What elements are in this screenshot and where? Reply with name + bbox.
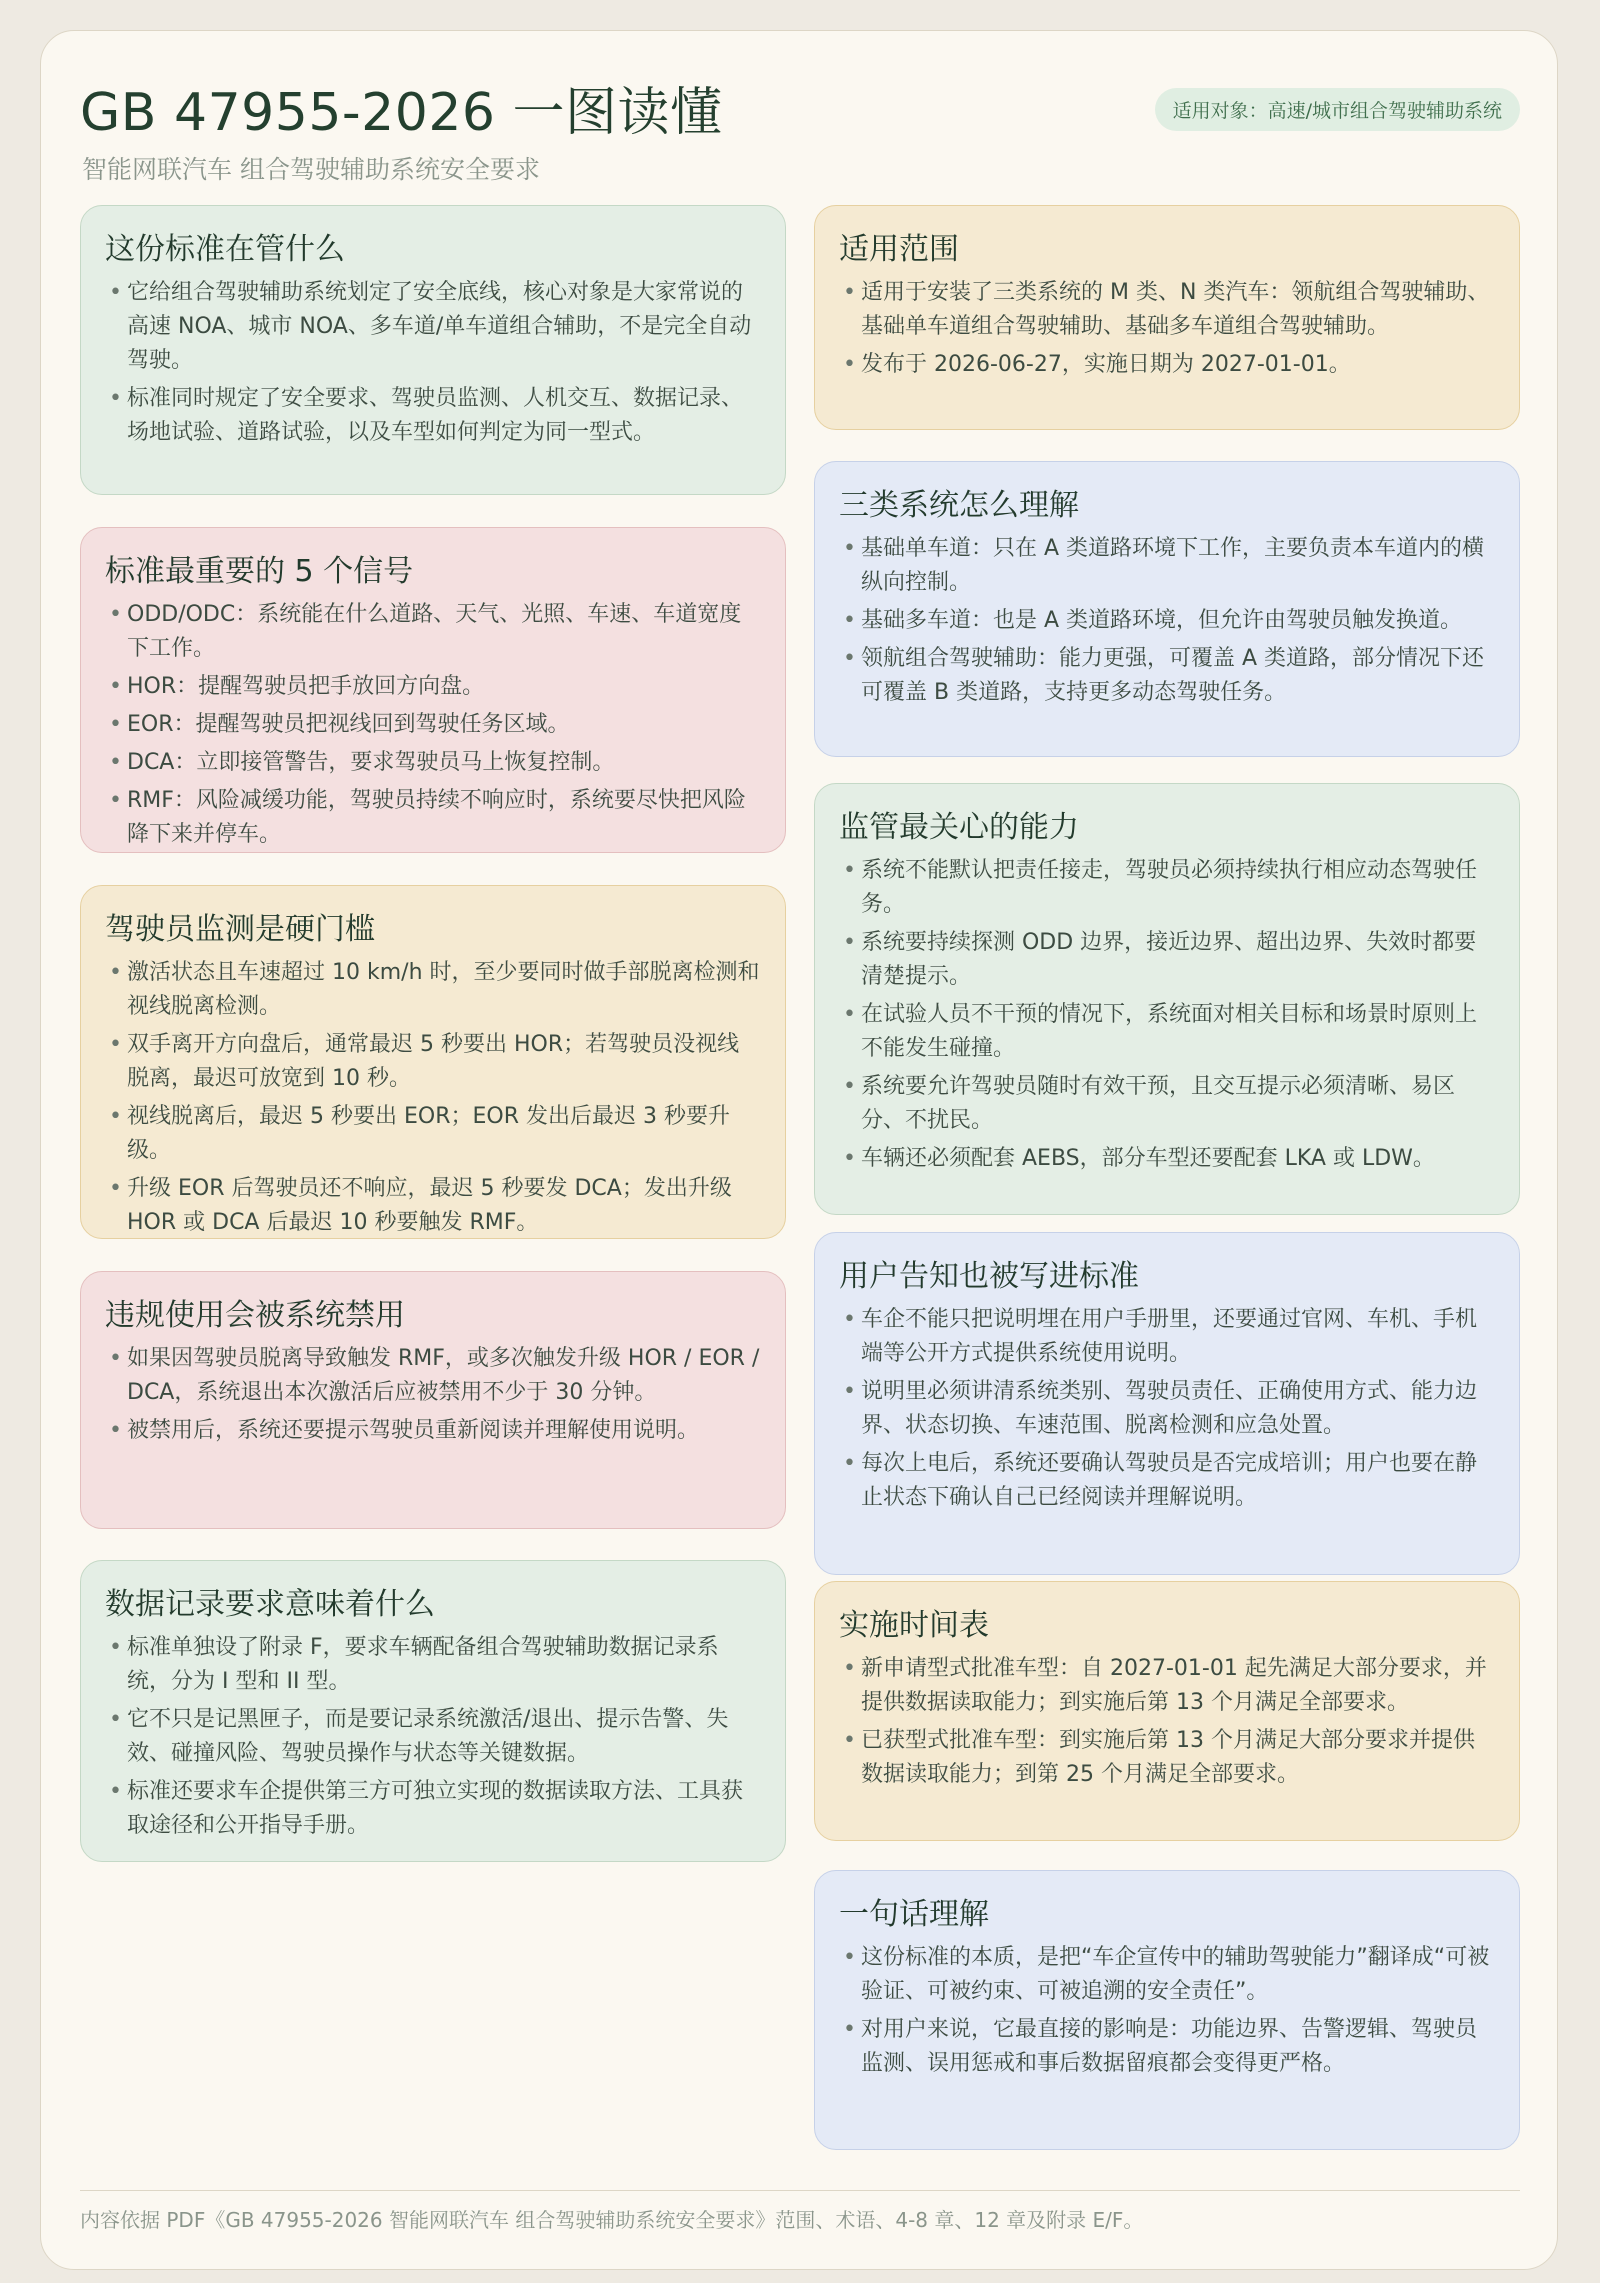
bullet-item: • 被禁用后，系统还要提示驾驶员重新阅读并理解使用说明。: [105, 1414, 761, 1448]
bullet-item: • RMF：风险减缓功能，驾驶员持续不响应时，系统要尽快把风险降下来并停车。: [105, 784, 761, 852]
bullet-item: • 对用户来说，它最直接的影响是：功能边界、告警逻辑、驾驶员监测、误用惩戒和事后数据留痕都会变得更严格。: [839, 2013, 1495, 2081]
card-title: 这份标准在管什么: [105, 232, 345, 267]
card-scope-overview: [80, 205, 786, 495]
bullet-item: • DCA：立即接管警告，要求驾驶员马上恢复控制。: [105, 746, 761, 780]
card-user-notice: [814, 1232, 1520, 1575]
card-title: 驾驶员监测是硬门槛: [105, 912, 375, 947]
bullet-item: • 发布于 2026-06-27，实施日期为 2027-01-01。: [839, 348, 1495, 382]
footer-source-note: 内容依据 PDF《GB 47955-2026 智能网联汽车 组合驾驶辅助系统安全要求》范围、术语、4-8 章、12 章及附录 E/F。: [80, 2208, 1144, 2232]
card-title: 监管最关心的能力: [839, 810, 1079, 845]
bullet-item: • 车企不能只把说明埋在用户手册里，还要通过官网、车机、手机端等公开方式提供系统使用说明。: [839, 1303, 1495, 1371]
bullet-item: • 双手离开方向盘后，通常最迟 5 秒要出 HOR；若驾驶员没视线脱离，最迟可放宽到 10 秒。: [105, 1028, 761, 1096]
card-regulatory-capabilities: [814, 783, 1520, 1215]
page-subtitle: 智能网联汽车 组合驾驶辅助系统安全要求: [82, 155, 540, 184]
bullet-list: [839, 1303, 1495, 1515]
card-driver-monitoring: [80, 885, 786, 1239]
bullet-item: • EOR：提醒驾驶员把视线回到驾驶任务区域。: [105, 708, 761, 742]
bullet-list: [839, 1941, 1495, 2081]
card-five-signals: [80, 527, 786, 853]
bullet-list: [105, 1631, 761, 1843]
bullet-item: • 它不只是记黑匣子，而是要记录系统激活/退出、提示告警、失效、碰撞风险、驾驶员操作与状态等关键数据。: [105, 1703, 761, 1771]
bullet-item: • 系统要持续探测 ODD 边界，接近边界、超出边界、失效时都要清楚提示。: [839, 926, 1495, 994]
card-title: 用户告知也被写进标准: [839, 1259, 1139, 1294]
bullet-list: [839, 1652, 1495, 1792]
bullet-item: • 升级 EOR 后驾驶员还不响应，最迟 5 秒要发 DCA；发出升级 HOR 或 DCA 后最迟 10 秒要触发 RMF。: [105, 1172, 761, 1240]
card-misuse-lockout: [80, 1271, 786, 1529]
bullet-item: • 激活状态且车速超过 10 km/h 时，至少要同时做手部脱离检测和视线脱离检测。: [105, 956, 761, 1024]
card-title: 一句话理解: [839, 1897, 989, 1932]
scope-badge: 适用对象：高速/城市组合驾驶辅助系统: [1155, 88, 1520, 131]
card-timeline: [814, 1581, 1520, 1841]
bullet-list: [839, 532, 1495, 710]
card-title: 违规使用会被系统禁用: [105, 1298, 405, 1333]
bullet-item: • 它给组合驾驶辅助系统划定了安全底线，核心对象是大家常说的高速 NOA、城市 NOA、多车道/单车道组合辅助，不是完全自动驾驶。: [105, 276, 761, 378]
bullet-item: • 基础多车道：也是 A 类道路环境，但允许由驾驶员触发换道。: [839, 604, 1495, 638]
bullet-item: • 每次上电后，系统还要确认驾驶员是否完成培训；用户也要在静止状态下确认自己已经阅读并理解说明。: [839, 1447, 1495, 1515]
bullet-list: [105, 1342, 761, 1448]
bullet-item: • 新申请型式批准车型：自 2027-01-01 起先满足大部分要求，并提供数据读取能力；到实施后第 13 个月满足全部要求。: [839, 1652, 1495, 1720]
bullet-item: • 领航组合驾驶辅助：能力更强，可覆盖 A 类道路，部分情况下还可覆盖 B 类道路，支持更多动态驾驶任务。: [839, 642, 1495, 710]
bullet-list: [105, 598, 761, 852]
bullet-item: • 在试验人员不干预的情况下，系统面对相关目标和场景时原则上不能发生碰撞。: [839, 998, 1495, 1066]
card-title: 数据记录要求意味着什么: [105, 1587, 435, 1622]
card-data-recording: [80, 1560, 786, 1862]
bullet-item: • 系统要允许驾驶员随时有效干预，且交互提示必须清晰、易区分、不扰民。: [839, 1070, 1495, 1138]
bullet-item: • 视线脱离后，最迟 5 秒要出 EOR；EOR 发出后最迟 3 秒要升级。: [105, 1100, 761, 1168]
bullet-item: • 标准还要求车企提供第三方可独立实现的数据读取方法、工具获取途径和公开指导手册。: [105, 1775, 761, 1843]
card-title: 适用范围: [839, 232, 959, 267]
card-title: 实施时间表: [839, 1608, 989, 1643]
bullet-item: • 系统不能默认把责任接走，驾驶员必须持续执行相应动态驾驶任务。: [839, 854, 1495, 922]
bullet-list: [105, 276, 761, 450]
bullet-item: • HOR：提醒驾驶员把手放回方向盘。: [105, 670, 761, 704]
card-title: 标准最重要的 5 个信号: [105, 554, 414, 589]
card-applicability: [814, 205, 1520, 430]
bullet-item: • 说明里必须讲清系统类别、驾驶员责任、正确使用方式、能力边界、状态切换、车速范围、脱离检测和应急处置。: [839, 1375, 1495, 1443]
bullet-item: • 这份标准的本质，是把“车企宣传中的辅助驾驶能力”翻译成“可被验证、可被约束、可被追溯的安全责任”。: [839, 1941, 1495, 2009]
bullet-item: • 基础单车道：只在 A 类道路环境下工作，主要负责本车道内的横纵向控制。: [839, 532, 1495, 600]
card-three-systems: [814, 461, 1520, 757]
card-one-sentence: [814, 1870, 1520, 2150]
bullet-item: • ODD/ODC：系统能在什么道路、天气、光照、车速、车道宽度下工作。: [105, 598, 761, 666]
page-title: GB 47955-2026 一图读懂: [80, 83, 723, 143]
bullet-item: • 标准同时规定了安全要求、驾驶员监测、人机交互、数据记录、场地试验、道路试验，以及车型如何判定为同一型式。: [105, 382, 761, 450]
bullet-list: [105, 956, 761, 1240]
bullet-list: [839, 854, 1495, 1176]
bullet-list: [839, 276, 1495, 382]
bullet-item: • 标准单独设了附录 F，要求车辆配备组合驾驶辅助数据记录系统，分为 I 型和 II 型。: [105, 1631, 761, 1699]
footer-divider: [80, 2190, 1520, 2191]
bullet-item: • 车辆还必须配套 AEBS，部分车型还要配套 LKA 或 LDW。: [839, 1142, 1495, 1176]
bullet-item: • 已获型式批准车型：到实施后第 13 个月满足大部分要求并提供数据读取能力；到第 25 个月满足全部要求。: [839, 1724, 1495, 1792]
bullet-item: • 适用于安装了三类系统的 M 类、N 类汽车：领航组合驾驶辅助、基础单车道组合驾驶辅助、基础多车道组合驾驶辅助。: [839, 276, 1495, 344]
bullet-item: • 如果因驾驶员脱离导致触发 RMF，或多次触发升级 HOR / EOR / DCA，系统退出本次激活后应被禁用不少于 30 分钟。: [105, 1342, 761, 1410]
card-title: 三类系统怎么理解: [839, 488, 1079, 523]
